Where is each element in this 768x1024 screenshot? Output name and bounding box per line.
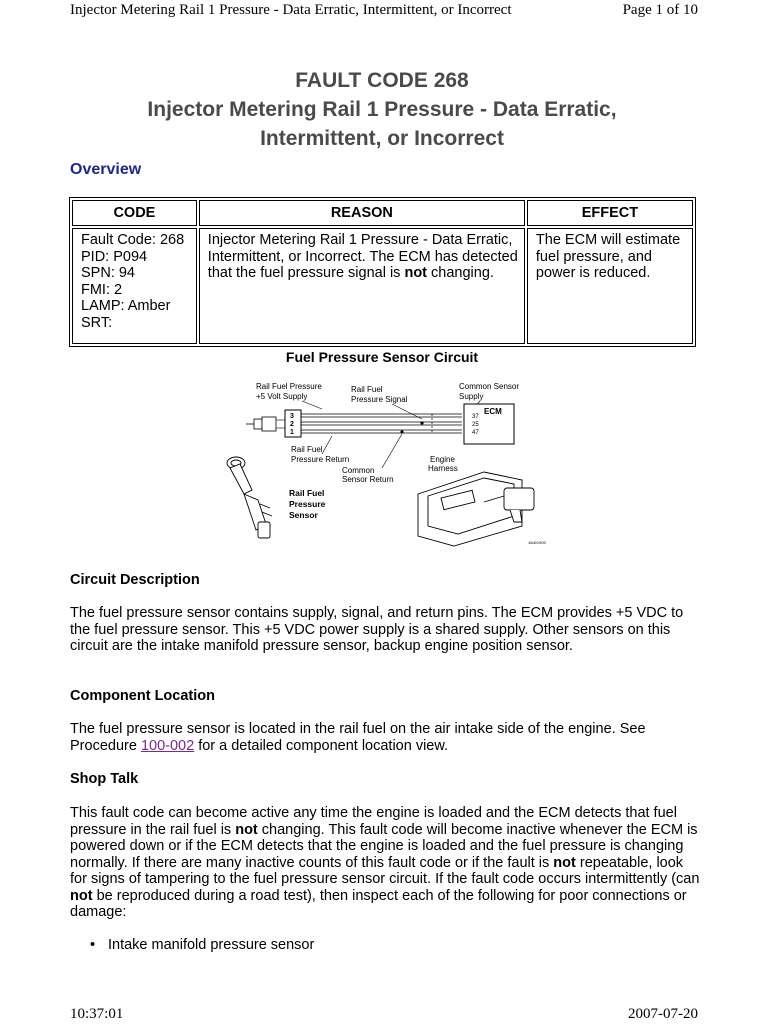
shop-talk-part-3: repeatable, look for signs of tampering to the fuel pressure sensor circuit. If the fault code occurs intermittently (can	[70, 854, 700, 887]
shop-talk-part-1: This fault code can become active any time the engine is loaded and the ECM detects that fuel pressure in the rail fuel is	[70, 805, 677, 838]
col-header-code: CODE	[72, 200, 197, 226]
overview-heading: Overview	[70, 161, 142, 178]
reason-text-end: changing.	[431, 265, 494, 281]
label-common-supply-2: Supply	[459, 392, 484, 401]
header-doc-title: Injector Metering Rail 1 Pressure - Data Erratic, Intermittent, or Incorrect	[70, 1, 512, 18]
ecm-module-illustration	[418, 472, 534, 546]
shop-talk-part-2: changing. This fault code will become inactive whenever the ECM is powered down or if the ECM detects that the engine is loaded and the fuel pressure is changing normally. If there are many inactive counts of this fault code or if the fault is	[70, 821, 698, 871]
component-location-heading: Component Location	[70, 688, 215, 704]
col-header-effect: EFFECT	[527, 200, 693, 226]
fuel-pressure-circuit-diagram	[222, 376, 552, 548]
fault-code-table	[69, 197, 696, 347]
title-fault-code: FAULT CODE 268	[295, 69, 469, 92]
col-header-reason: REASON	[199, 200, 525, 226]
code-line-spn: SPN: 94	[81, 265, 135, 281]
connector-pin-1: 1	[290, 429, 294, 436]
reason-emphasis: not	[404, 265, 428, 281]
connector-pin-2: 2	[290, 421, 294, 428]
title-line-2: Injector Metering Rail 1 Pressure - Data Erratic,	[147, 98, 617, 121]
label-sensor-1: Rail Fuel	[289, 488, 325, 498]
header-page-number: Page 1 of 10	[622, 1, 698, 18]
code-line-pid: PID: P094	[81, 248, 148, 265]
reason-text: Injector Metering Rail 1 Pressure - Data Erratic, Intermittent, or Incorrect. The ECM has detected that the fuel pressure signal is	[207, 232, 518, 281]
component-location-text-end: for a detailed component location view.	[198, 737, 449, 754]
code-line-fault: Fault Code: 268	[81, 232, 185, 248]
figure-id: 16d01900	[528, 540, 546, 545]
label-return-2: Pressure Return	[291, 455, 350, 464]
shop-talk-heading: Shop Talk	[70, 771, 139, 787]
code-line-srt: SRT:	[81, 314, 113, 331]
shop-talk-emphasis-3: not	[70, 887, 93, 904]
title-line-3: Intermittent, or Incorrect	[260, 127, 504, 150]
page-footer	[70, 1004, 698, 1024]
label-supply-1: Rail Fuel Pressure	[256, 382, 322, 391]
reason-cell	[199, 228, 525, 344]
connector-pin-3: 3	[290, 413, 294, 420]
label-return-1: Rail Fuel	[291, 445, 323, 454]
code-line-lamp: LAMP: Amber	[81, 298, 171, 314]
ecm-pin-47: 47	[472, 430, 479, 436]
procedure-link[interactable]: 100-002	[140, 737, 195, 754]
ecm-label: ECM	[484, 407, 502, 416]
label-sensor-3: Sensor	[289, 510, 318, 520]
ecm-pin-37: 37	[472, 414, 479, 420]
shop-talk-text	[70, 805, 700, 921]
sensor-illustration	[227, 457, 272, 538]
page-header	[70, 0, 698, 20]
shop-talk-emphasis-1: not	[235, 821, 258, 838]
code-cell	[72, 228, 197, 344]
label-common-supply-1: Common Sensor	[459, 382, 520, 391]
circuit-diagram-title: Fuel Pressure Sensor Circuit	[285, 349, 479, 365]
shop-talk-emphasis-2: not	[553, 854, 576, 871]
footer-date: 2007-07-20	[628, 1005, 698, 1022]
label-harness-1: Engine	[430, 455, 455, 464]
bullet-dot: •	[90, 937, 96, 953]
page-title	[70, 66, 694, 153]
label-common-return-1: Common	[342, 466, 375, 475]
shop-talk-part-4: be reproduced during a road test), then inspect each of the following for poor connections or damage:	[70, 887, 687, 920]
effect-cell: The ECM will estimate fuel pressure, and power is reduced.	[527, 228, 693, 344]
component-location-text-start: The fuel pressure sensor is located in the rail fuel on the air intake side of the engine. See Procedure	[70, 721, 646, 754]
table-header-row	[72, 200, 693, 226]
footer-time: 10:37:01	[70, 1005, 124, 1022]
circuit-description-text: The fuel pressure sensor contains supply, signal, and return pins. The ECM provides +5 VDC to the fuel pressure sensor. This +5 VDC power supply is a shared supply. Other sensors on this circuit are the intake manifold pressure sensor, backup engine position sensor.	[70, 605, 684, 654]
bullet-text: Intake manifold pressure sensor	[108, 937, 315, 953]
list-item	[90, 937, 314, 953]
label-signal-2: Pressure Signal	[351, 395, 408, 404]
table-row	[72, 228, 693, 344]
component-location-text	[70, 721, 700, 754]
label-common-return-2: Sensor Return	[342, 475, 394, 484]
ecm-pin-25: 25	[472, 422, 479, 428]
label-supply-2: +5 Volt Supply	[256, 392, 308, 401]
label-signal-1: Rail Fuel	[351, 385, 383, 394]
label-sensor-2: Pressure	[289, 499, 326, 509]
label-harness-2: Harness	[428, 464, 458, 473]
circuit-description-heading: Circuit Description	[70, 572, 200, 588]
code-line-fmi: FMI: 2	[81, 281, 123, 298]
